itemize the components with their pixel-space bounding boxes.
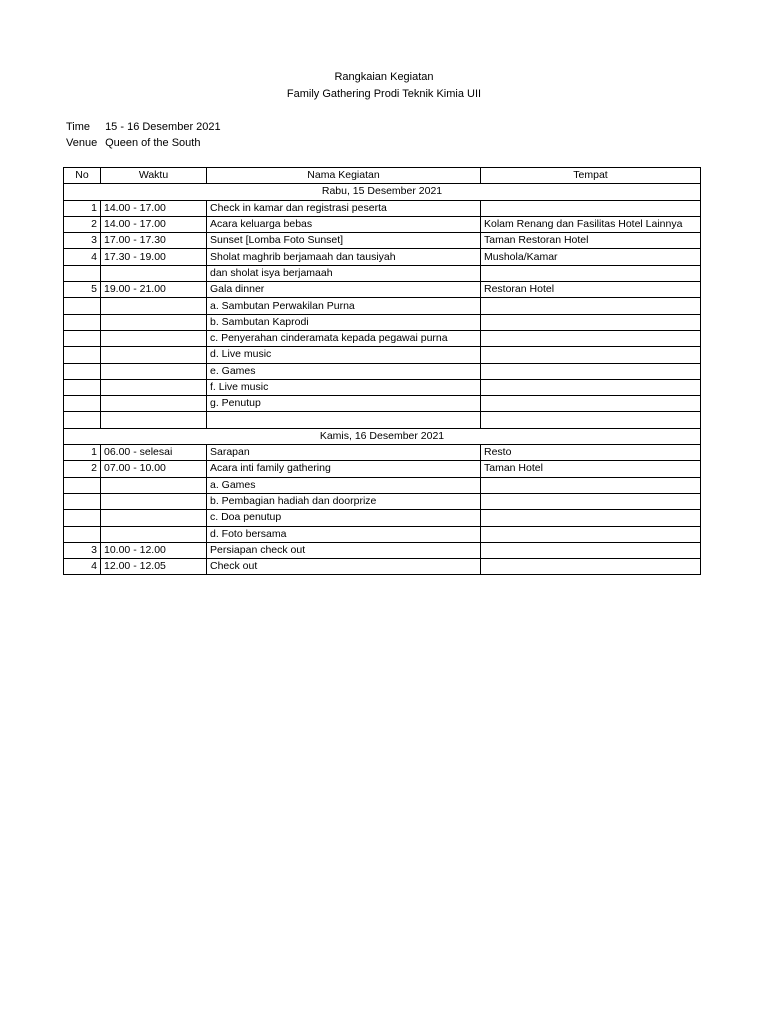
cell-waktu: 10.00 - 12.00 (101, 542, 207, 558)
cell-no: 2 (64, 216, 101, 232)
cell-nama-kegiatan: Sholat maghrib berjamaah dan tausiyah (207, 249, 481, 265)
cell-tempat: Restoran Hotel (481, 282, 701, 298)
table-row (64, 379, 701, 395)
day-label: Kamis, 16 Desember 2021 (64, 428, 701, 444)
cell-waktu (101, 265, 207, 281)
cell-no: 1 (64, 445, 101, 461)
column-header-nama-kegiatan: Nama Kegiatan (207, 168, 481, 184)
cell-tempat (481, 559, 701, 575)
day-header-row (64, 184, 701, 200)
cell-no (64, 510, 101, 526)
day-label: Rabu, 15 Desember 2021 (64, 184, 701, 200)
document-subtitle: Family Gathering Prodi Teknik Kimia UII (286, 88, 482, 100)
cell-no (64, 347, 101, 363)
venue-value: Queen of the South (105, 137, 201, 149)
cell-tempat (481, 526, 701, 542)
cell-waktu (101, 526, 207, 542)
cell-waktu (101, 510, 207, 526)
cell-no (64, 412, 101, 428)
cell-no: 3 (64, 233, 101, 249)
cell-tempat (481, 542, 701, 558)
cell-waktu (101, 379, 207, 395)
cell-nama-kegiatan: Acara inti family gathering (207, 461, 481, 477)
cell-waktu: 14.00 - 17.00 (101, 216, 207, 232)
cell-tempat (481, 477, 701, 493)
cell-no (64, 265, 101, 281)
table-row (64, 510, 701, 526)
cell-tempat (481, 347, 701, 363)
cell-waktu (101, 412, 207, 428)
cell-no (64, 379, 101, 395)
cell-tempat (481, 298, 701, 314)
table-row (64, 347, 701, 363)
cell-tempat (481, 379, 701, 395)
cell-tempat (481, 200, 701, 216)
table-header-row (64, 168, 701, 184)
cell-nama-kegiatan: b. Sambutan Kaprodi (207, 314, 481, 330)
cell-no: 4 (64, 559, 101, 575)
table-row (64, 542, 701, 558)
cell-nama-kegiatan: Persiapan check out (207, 542, 481, 558)
table-row (64, 282, 701, 298)
cell-tempat (481, 412, 701, 428)
cell-tempat (481, 396, 701, 412)
cell-waktu: 17.30 - 19.00 (101, 249, 207, 265)
cell-nama-kegiatan: a. Sambutan Perwakilan Purna (207, 298, 481, 314)
table-row (64, 477, 701, 493)
cell-nama-kegiatan: Acara keluarga bebas (207, 216, 481, 232)
cell-waktu (101, 330, 207, 346)
cell-no: 2 (64, 461, 101, 477)
cell-waktu (101, 477, 207, 493)
table-row (64, 396, 701, 412)
venue-line (66, 135, 200, 151)
column-header-no: No (64, 168, 101, 184)
cell-no (64, 330, 101, 346)
cell-no (64, 298, 101, 314)
cell-waktu (101, 347, 207, 363)
cell-nama-kegiatan: c. Penyerahan cinderamata kepada pegawai purna (207, 330, 481, 346)
cell-nama-kegiatan: Gala dinner (207, 282, 481, 298)
table-row (64, 559, 701, 575)
cell-nama-kegiatan: g. Penutup (207, 396, 481, 412)
cell-waktu (101, 493, 207, 509)
cell-tempat: Resto (481, 445, 701, 461)
cell-tempat (481, 363, 701, 379)
cell-tempat: Taman Restoran Hotel (481, 233, 701, 249)
cell-waktu: 07.00 - 10.00 (101, 461, 207, 477)
cell-nama-kegiatan: d. Live music (207, 347, 481, 363)
table-row (64, 493, 701, 509)
venue-label: Venue (66, 137, 98, 149)
table-row (64, 526, 701, 542)
cell-waktu (101, 298, 207, 314)
cell-no (64, 477, 101, 493)
table-row (64, 216, 701, 232)
table-row (64, 314, 701, 330)
schedule-body (64, 184, 701, 575)
cell-waktu: 19.00 - 21.00 (101, 282, 207, 298)
day-header-row (64, 428, 701, 444)
cell-nama-kegiatan: c. Doa penutup (207, 510, 481, 526)
cell-nama-kegiatan: Sunset [Lomba Foto Sunset] (207, 233, 481, 249)
cell-waktu (101, 396, 207, 412)
cell-waktu: 06.00 - selesai (101, 445, 207, 461)
cell-no (64, 396, 101, 412)
time-value: 15 - 16 Desember 2021 (105, 121, 221, 133)
cell-no: 3 (64, 542, 101, 558)
cell-tempat (481, 493, 701, 509)
cell-tempat: Taman Hotel (481, 461, 701, 477)
cell-waktu: 14.00 - 17.00 (101, 200, 207, 216)
table-row (64, 363, 701, 379)
table-row (64, 249, 701, 265)
table-row (64, 330, 701, 346)
cell-waktu (101, 314, 207, 330)
cell-nama-kegiatan: dan sholat isya berjamaah (207, 265, 481, 281)
cell-no (64, 363, 101, 379)
table-row (64, 200, 701, 216)
document-title: Rangkaian Kegiatan (334, 71, 434, 83)
column-header-tempat: Tempat (481, 168, 701, 184)
cell-waktu: 17.00 - 17.30 (101, 233, 207, 249)
cell-nama-kegiatan (207, 412, 481, 428)
table-row (64, 265, 701, 281)
cell-nama-kegiatan: f. Live music (207, 379, 481, 395)
table-row (64, 412, 701, 428)
cell-tempat (481, 265, 701, 281)
cell-nama-kegiatan: b. Pembagian hadiah dan doorprize (207, 493, 481, 509)
cell-no (64, 526, 101, 542)
cell-tempat (481, 510, 701, 526)
time-line (66, 119, 221, 135)
column-header-waktu: Waktu (101, 168, 207, 184)
cell-tempat (481, 330, 701, 346)
cell-nama-kegiatan: a. Games (207, 477, 481, 493)
cell-no (64, 493, 101, 509)
cell-nama-kegiatan: e. Games (207, 363, 481, 379)
cell-no: 1 (64, 200, 101, 216)
cell-nama-kegiatan: Check in kamar dan registrasi peserta (207, 200, 481, 216)
cell-nama-kegiatan: d. Foto bersama (207, 526, 481, 542)
cell-nama-kegiatan: Sarapan (207, 445, 481, 461)
cell-nama-kegiatan: Check out (207, 559, 481, 575)
cell-tempat (481, 314, 701, 330)
cell-waktu (101, 363, 207, 379)
table-row (64, 298, 701, 314)
cell-no: 5 (64, 282, 101, 298)
table-row (64, 233, 701, 249)
cell-no: 4 (64, 249, 101, 265)
table-row (64, 461, 701, 477)
cell-tempat: Mushola/Kamar (481, 249, 701, 265)
schedule-table (63, 167, 701, 575)
table-row (64, 445, 701, 461)
cell-no (64, 314, 101, 330)
cell-waktu: 12.00 - 12.05 (101, 559, 207, 575)
time-label: Time (66, 121, 91, 133)
cell-tempat: Kolam Renang dan Fasilitas Hotel Lainnya (481, 216, 701, 232)
